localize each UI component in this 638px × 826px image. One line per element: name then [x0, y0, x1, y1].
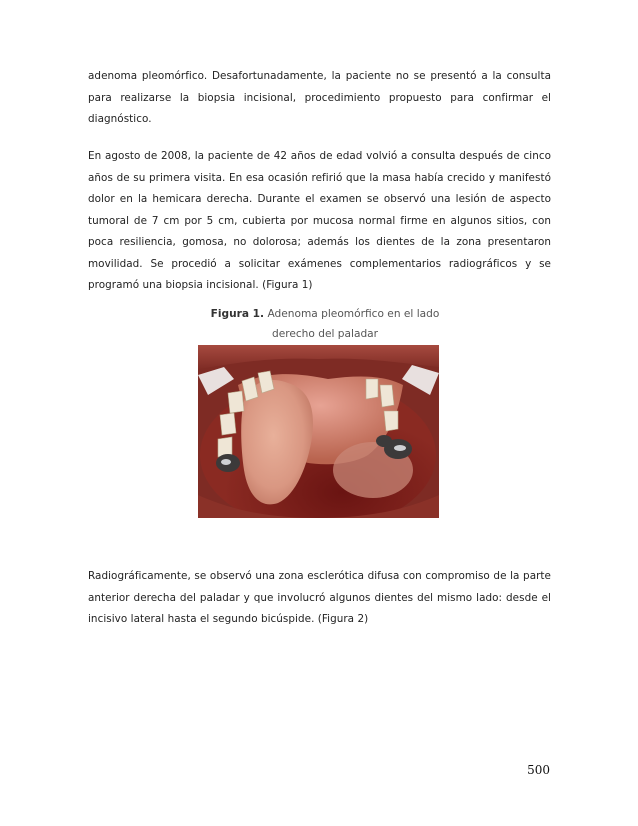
figure-1-photo [198, 345, 439, 518]
page-number: 500 [527, 763, 550, 777]
paragraph-radiographic: Radiográficamente, se observó una zona esclerótica difusa con compromiso de la parte anterior derecha del paladar y que involucró algunos dientes del mismo lado: desde el incisivo lateral hasta el segundo bicúspide. (Figura 2) [88, 570, 551, 625]
figure-caption [180, 304, 470, 344]
paragraph-clinical-exam: En agosto de 2008, la paciente de 42 años de edad volvió a consulta después de cinco años de su primera visita. En esa ocasión refirió que la masa había crecido y manifestó dolor en la hemicara derecha. Durante el examen se observó una lesión de aspecto tumoral de 7 cm por 5 cm, cubierta por mucosa normal firme en algunos sitios, con poca resiliencia, gomosa, no dolorosa; además los dientes de la zona presentaron movilidad. Se procedió a solicitar exámenes complementarios radiográficos y se programó una biopsia incisional. (Figura 1) [88, 150, 551, 291]
figure-caption-line-2: derecho del paladar [271, 328, 379, 340]
figure-caption-line-1: Adenoma pleomórfico en el lado [267, 308, 440, 320]
paragraph-intro: adenoma pleomórfico. Desafortunadamente, la paciente no se presentó a la consulta para realizarse la biopsia incisional, procedimiento propuesto para confirmar el diagnóstico. [88, 70, 551, 125]
figure-label: Figura 1. [210, 308, 265, 320]
